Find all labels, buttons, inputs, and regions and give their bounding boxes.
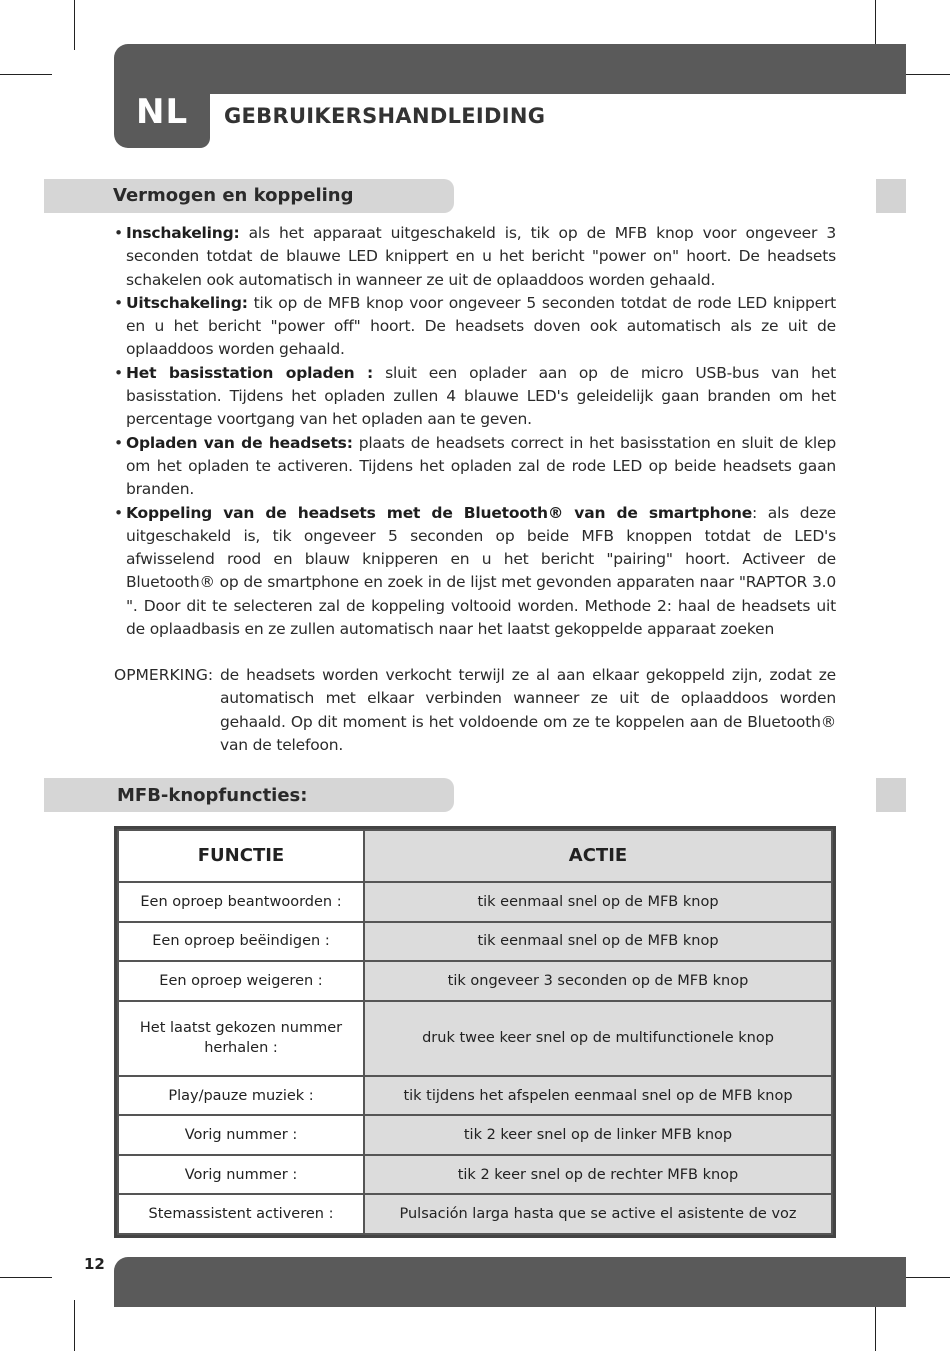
crop-mark [0, 74, 52, 75]
function-cell: Het laatst gekozen nummer herhalen : [118, 1001, 364, 1076]
function-cell: Een oproep weigeren : [118, 961, 364, 1001]
function-cell: Vorig nummer : [118, 1155, 364, 1195]
crop-mark [74, 0, 75, 50]
language-code: NL [136, 92, 189, 132]
action-cell: tik tijdens het afspelen eenmaal snel op de MFB knop [364, 1076, 832, 1116]
table-row [118, 1115, 832, 1155]
action-cell: Pulsación larga hasta que se active el asistente de voz [364, 1194, 832, 1234]
list-item [114, 292, 836, 362]
list-item [114, 362, 836, 432]
table-row [118, 922, 832, 962]
table-row [118, 1194, 832, 1234]
instructions-list [114, 222, 836, 641]
action-cell: tik eenmaal snel op de MFB knop [364, 882, 832, 922]
list-item [114, 432, 836, 502]
function-cell: Een oproep beantwoorden : [118, 882, 364, 922]
section-title-mfb: MFB-knopfuncties: [117, 785, 308, 806]
function-cell: Play/pauze muziek : [118, 1076, 364, 1116]
item-text: sluit een oplader aan op de micro USB-bus van het basisstation. Tijdens het opladen zullen 4 blauwe LED's geleidelijk gaan branden om het percentage voortgang van het opladen aan te geven. [126, 363, 836, 429]
note-label: OPMERKING: [114, 666, 214, 684]
table-row [118, 961, 832, 1001]
item-label: Uitschakeling: [126, 293, 248, 312]
action-cell: tik 2 keer snel op de linker MFB knop [364, 1115, 832, 1155]
table-header-row [118, 830, 832, 882]
crop-mark [0, 1277, 52, 1278]
column-header-action: ACTIE [364, 830, 832, 882]
note-text: de headsets worden verkocht terwijl ze al aan elkaar gekoppeld zijn, zodat ze automatisch met elkaar verbinden wanneer ze uit de oplaaddoos worden gehaald. Op dit moment is het voldoende om ze te koppelen aan de Bluetooth® van de telefoon. [220, 666, 836, 754]
item-text: plaats de headsets correct in het basisstation en sluit de klep om het opladen te activeren. Tijdens het opladen zal de rode LED op beide headsets gaan branden. [126, 433, 836, 499]
item-text: : als deze uitgeschakeld is, tik ongeveer 5 seconden op beide MFB knoppen totdat de LED's afwisselend rood en blauw knipperen en u het bericht "pairing" hoort. Activeer de Bluetooth® op de smartphone en zoek in de lijst met gevonden apparaten naar "RAPTOR 3.0 ". Door dit te selecteren zal de koppeling voltooid worden. Methode 2: haal de headsets uit de oplaadbasis en ze zullen automatisch naar het laatst gekoppelde apparaat zoeken [126, 503, 836, 639]
column-header-function: FUNCTIE [118, 830, 364, 882]
table-row [118, 1155, 832, 1195]
item-label: Het basisstation opladen : [126, 363, 374, 382]
header-bar [114, 44, 906, 94]
page-number: 12 [84, 1255, 105, 1273]
footer-bar [114, 1257, 906, 1307]
mfb-functions-table [114, 826, 836, 1238]
item-text: als het apparaat uitgeschakeld is, tik op de MFB knop voor ongeveer 3 seconden totdat de blauwe LED knippert en u het bericht "power on" hoort. De headsets schakelen ook automatisch in wanneer ze uit de oplaaddoos worden gehaald. [126, 224, 836, 289]
action-cell: tik 2 keer snel op de rechter MFB knop [364, 1155, 832, 1195]
crop-mark [74, 1300, 75, 1351]
side-tab [876, 778, 906, 812]
item-label: Inschakeling: [126, 224, 240, 242]
document-title: GEBRUIKERSHANDLEIDING [224, 104, 546, 128]
function-cell: Vorig nummer : [118, 1115, 364, 1155]
function-cell: Stemassistent activeren : [118, 1194, 364, 1234]
action-cell: tik eenmaal snel op de MFB knop [364, 922, 832, 962]
table-row [118, 1001, 832, 1076]
section-title-power: Vermogen en koppeling [113, 185, 354, 206]
list-item [114, 222, 836, 292]
crop-mark [875, 0, 876, 50]
list-item [114, 502, 836, 642]
crop-mark [875, 1300, 876, 1351]
action-cell: tik ongeveer 3 seconden op de MFB knop [364, 961, 832, 1001]
item-label: Koppeling van de headsets met de Bluetooth® van de smartphone [126, 503, 753, 522]
item-label: Opladen van de headsets: [126, 433, 353, 452]
action-cell: druk twee keer snel op de multifunctionele knop [364, 1001, 832, 1076]
side-tab [876, 179, 906, 213]
function-cell: Een oproep beëindigen : [118, 922, 364, 962]
table-row [118, 882, 832, 922]
item-text: tik op de MFB knop voor ongeveer 5 seconden totdat de rode LED knippert en u het bericht "power off" hoort. De headsets doven ook automatisch als ze uit de oplaaddoos worden gehaald. [126, 293, 836, 359]
table-row [118, 1076, 832, 1116]
